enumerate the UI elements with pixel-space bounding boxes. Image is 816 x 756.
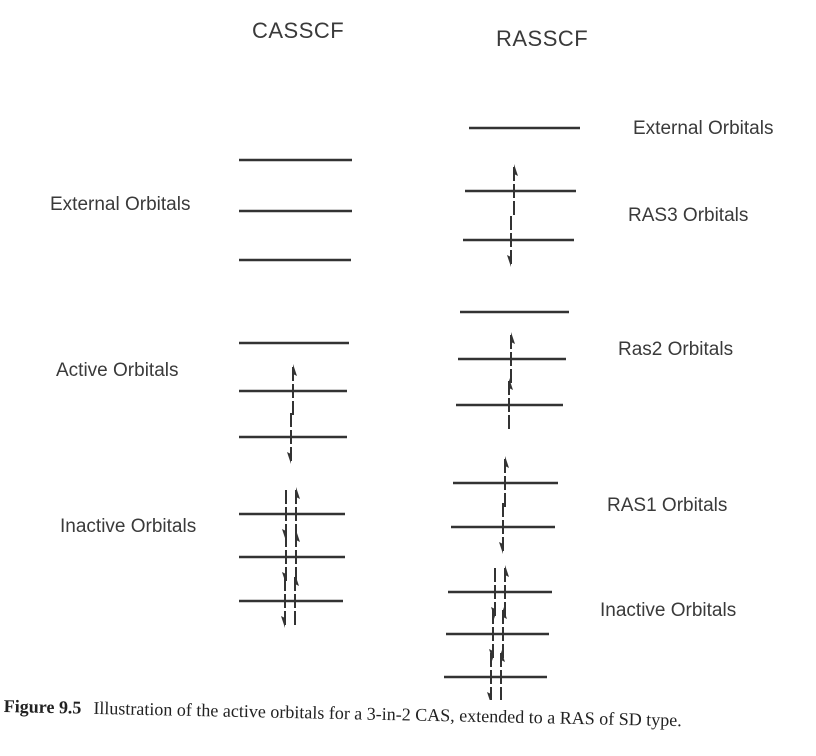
cas-orbital-active-5-electron-up <box>293 364 297 415</box>
cas-orbital-active-6-electron-down <box>287 413 291 464</box>
ras-orbital-ras2-5-electron-up <box>511 332 515 383</box>
cas-active-label: Active Orbitals <box>56 360 179 381</box>
ras-external-label: External Orbitals <box>633 118 774 139</box>
ras-orbital-inactive-11-electron-up <box>501 650 505 700</box>
cas-orbital-inactive-9-electron-down <box>281 577 285 628</box>
ras1-label: RAS1 Orbitals <box>607 495 728 516</box>
ras-orbital-ras3-2-electron-up <box>514 164 518 215</box>
figure-caption <box>4 696 682 731</box>
rasscf-header: RASSCF <box>496 26 589 51</box>
ras-orbital-ras3-3-electron-down <box>507 216 511 267</box>
ras-orbital-ras1-7-electron-up <box>505 456 509 507</box>
ras3-label: RAS3 Orbitals <box>628 205 749 226</box>
figure-number: Figure 9.5 <box>3 696 82 718</box>
ras-orbital-ras1-8-electron-down <box>499 503 503 554</box>
cas-orbital-inactive-9-electron-up <box>295 574 299 625</box>
ras-orbital-inactive-9-electron-up <box>505 565 509 616</box>
cas-inactive-label: Inactive Orbitals <box>60 516 197 537</box>
casscf-header: CASSCF <box>252 18 345 43</box>
cas-external-label: External Orbitals <box>50 194 191 215</box>
caption-text: Illustration of the active orbitals for a 3-in-2 CAS, extended to a RAS of SD type. <box>93 697 682 731</box>
cas-orbital-inactive-8-electron-down <box>282 533 286 584</box>
ras-orbital-inactive-10-electron-up <box>503 607 507 658</box>
cas-orbital-inactive-8-electron-up <box>296 530 300 581</box>
cas-orbital-inactive-7-electron-up <box>296 487 300 538</box>
ras-inactive-label: Inactive Orbitals <box>600 600 737 621</box>
ras-orbital-ras2-6-electron-up <box>509 378 513 429</box>
ras2-label: Ras2 Orbitals <box>618 339 734 360</box>
